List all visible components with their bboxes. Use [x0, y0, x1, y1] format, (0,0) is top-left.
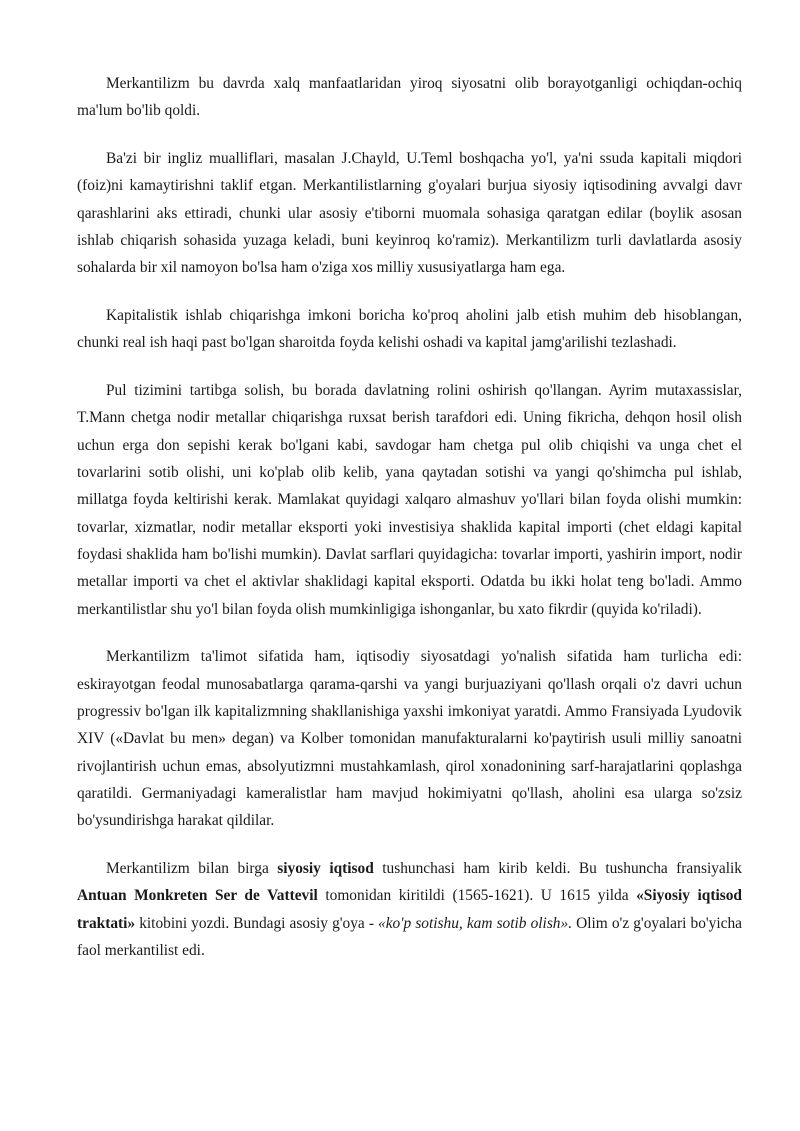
bold-term-siyosiy-iqtisod: siyosiy iqtisod	[277, 859, 374, 877]
text-segment: tushunchasi ham kirib keldi. Bu tushuncha fransiyalik	[373, 859, 742, 877]
paragraph-3: Kapitalistik ishlab chiqarishga imkoni boricha ko'proq aholini jalb etish muhim deb hisoblangan, chunki real ish haqi past bo'lgan sharoitda foyda kelishi oshadi va kapital jamg'arilishi tezlashadi.	[77, 307, 742, 352]
document-page	[77, 70, 742, 985]
paragraph-4: Pul tizimini tartibga solish, bu borada davlatning rolini oshirish qo'llangan. Ayrim mutaxassislar, T.Mann chetga nodir metallar chiqarishga ruxsat berish tarafdori edi. Uning fikricha, dehqon hosil olish uchun erga don sepishi kerak bo'lgani kabi, savdogar ham chetga pul olib chiqishi va unga chet el tovarlarini sotib olishi, uni ko'plab olib kelib, yana qaytadan sotishi va yangi qo'shimcha pul ishlab, millatga foyda keltirishi kerak. Mamlakat quyidagi xalqaro almashuv yo'llari bilan foyda olishi mumkin: tovarlar, xizmatlar, nodir metallar eksporti yoki investisiya shaklida kapital importi (chet eldagi kapital foydasi shaklida ham bo'lishi mumkin). Davlat sarflari quyidagicha: tovarlar importi, yashirin import, nodir metallar importi va chet el aktivlar shaklidagi kapital eksporti. Odatda bu ikki holat teng bo'ladi. Ammo merkantilistlar shu yo'l bilan foyda olish mumkinligiga ishonganlar, bu xato fikrdir (quyida ko'riladi).	[77, 382, 742, 618]
text-segment: Merkantilizm bilan birga	[106, 859, 278, 877]
text-segment: tomonidan kiritildi (1565-1621). U 1615 yilda	[317, 887, 637, 905]
paragraph-6	[77, 855, 742, 964]
italic-quote: «ko'p sotishu, kam sotib olish».	[378, 914, 573, 932]
paragraph-5: Merkantilizm ta'limot sifatida ham, iqtisodiy siyosatdagi yo'nalish sifatida ham turlicha edi: eskirayotgan feodal munosabatlarga qarama-qarshi va yangi burjuaziyani qo'llash orqali o'z davri uchun progressiv bo'lgan ilk kapitalizmning shakllanishiga yaxshi imkoniyat yaratdi. Ammo Fransiyada Lyudovik XIV («Davlat bu men» degan) va Kolber tomonidan manufakturalarni ko'paytirish usuli milliy sanoatni rivojlantirish uchun emas, absolyutizmni mustahkamlash, qirol xonadonining sarf-harajatlarini qoplashga qaratildi. Germaniyadagi kameralistlar ham mavjud hokimiyatni qo'llash, aholini esa ularga so'zsiz bo'ysundirishga harakat qildilar.	[77, 648, 742, 830]
paragraph-2: Ba'zi bir ingliz mualliflari, masalan J.Chayld, U.Teml boshqacha yo'l, ya'ni ssuda kapitali miqdori (foiz)ni kamaytirishni taklif etgan. Merkantilistlarning g'oyalari burjua siyosiy iqtisodining avvalgi davr qarashlarini aks ettiradi, chunki ular asosiy e'tiborni muomala sohasiga qaratgan edilar (boylik asosan ishlab chiqarish sohasida yuzaga keladi, buni keyinroq ko'ramiz). Merkantilizm turli davlatlarda asosiy sohalarda bir xil namoyon bo'lsa ham o'ziga xos milliy xususiyatlarga ham ega.	[77, 150, 742, 277]
text-segment: Olim o'z g'oyalari bo'yicha faol merkantilist edi.	[77, 914, 742, 959]
bold-author-name: Antuan Monkreten Ser de Vattevil	[77, 887, 318, 905]
bold-book-title: «Siyosiy iqtisod traktati»	[77, 887, 742, 932]
paragraph-1: Merkantilizm bu davrda xalq manfaatlaridan yiroq siyosatni olib borayotganligi ochiqdan-ochiq ma'lum bo'lib qoldi.	[77, 75, 742, 120]
text-segment: kitobini yozdi. Bundagi asosiy g'oya -	[135, 914, 379, 932]
